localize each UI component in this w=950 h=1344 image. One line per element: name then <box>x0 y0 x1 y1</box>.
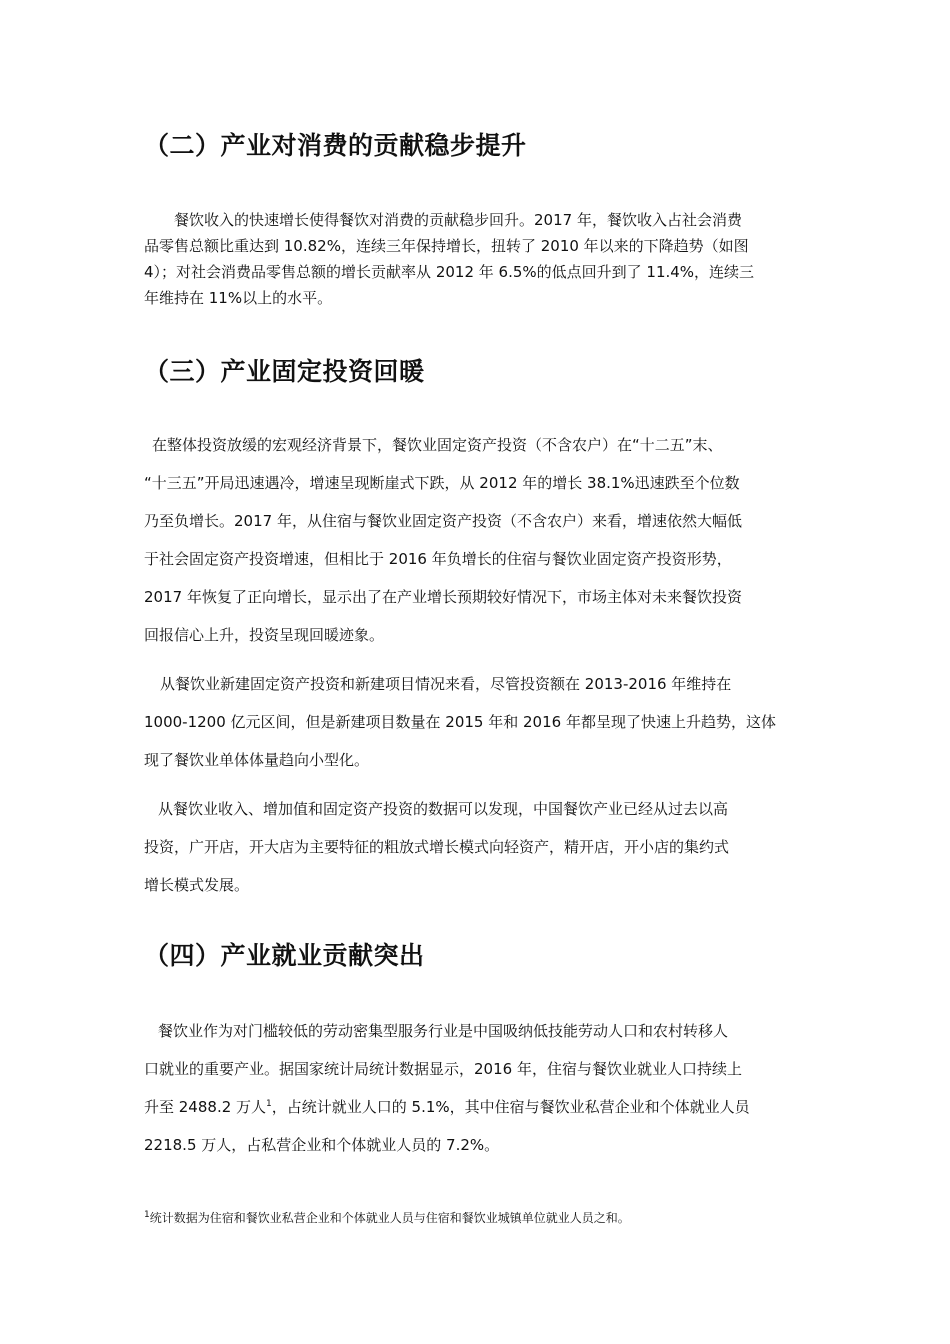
section-heading-employment: （四）产业就业贡献突出 <box>144 941 425 970</box>
text-line: 1000-1200 亿元区间，但是新建项目数量在 2015 年和 2016 年都呈现了快速上升趋势，这体 <box>144 713 776 731</box>
text-line: 口就业的重要产业。据国家统计局统计数据显示，2016 年，住宿与餐饮业就业人口持续上 <box>144 1060 742 1078</box>
text-line: 现了餐饮业单体体量趋向小型化。 <box>144 751 370 769</box>
footnote-text: 统计数据为住宿和餐饮业私营企业和个体就业人员与住宿和餐饮业城镇单位就业人员之和。 <box>149 1211 630 1225</box>
section-heading-investment: （三）产业固定投资回暖 <box>144 357 425 386</box>
text-line: 投资，广开店，开大店为主要特征的粗放式增长模式向轻资产，精开店，开小店的集约式 <box>144 838 730 856</box>
text-line: 回报信心上升，投资呈现回暖迹象。 <box>144 626 385 644</box>
text-line: 餐饮收入的快速增长使得餐饮对消费的贡献稳步回升。2017 年，餐饮收入占社会消费 <box>174 211 742 229</box>
text-line: “十三五”开局迅速遇冷，增速呈现断崖式下跌，从 2012 年的增长 38.1%迅速跌至个位数 <box>144 474 740 492</box>
paragraph-consumption <box>144 207 814 311</box>
text-line <box>144 1088 814 1126</box>
text-line: 4）；对社会消费品零售总额的增长贡献率从 2012 年 6.5%的低点回升到了 11.4%，连续三 <box>144 263 755 281</box>
text-line: 品零售总额比重达到 10.82%，连续三年保持增长，扭转了 2010 年以来的下降趋势（如图 <box>144 237 749 255</box>
text-line: 2017 年恢复了正向增长，显示出了在产业增长预期较好情况下，市场主体对未来餐饮投资 <box>144 588 742 606</box>
text-fragment: 升至 2488.2 万人 <box>144 1098 267 1116</box>
text-line: 增长模式发展。 <box>144 876 250 894</box>
text-line: 在整体投资放缓的宏观经济背景下，餐饮业固定资产投资（不含农户）在“十二五”末、 <box>152 436 723 454</box>
footnote <box>144 1209 630 1226</box>
footnote-reference[interactable]: 1 <box>266 1099 272 1109</box>
paragraph-investment-3 <box>144 790 814 904</box>
section-heading-consumption: （二）产业对消费的贡献稳步提升 <box>144 131 527 160</box>
footnote-marker: 1 <box>144 1210 150 1220</box>
text-line: 从餐饮业新建固定资产投资和新建项目情况来看，尽管投资额在 2013-2016 年维持在 <box>160 675 732 693</box>
text-line: 从餐饮业收入、增加值和固定资产投资的数据可以发现，中国餐饮产业已经从过去以高 <box>158 800 729 818</box>
paragraph-investment-1 <box>144 426 814 654</box>
text-line: 乃至负增长。2017 年，从住宿与餐饮业固定资产投资（不含农户）来看，增速依然大幅低 <box>144 512 742 530</box>
paragraph-employment <box>144 1012 814 1164</box>
text-line: 2218.5 万人，占私营企业和个体就业人员的 7.2%。 <box>144 1136 500 1154</box>
text-fragment: ，占统计就业人口的 5.1%，其中住宿与餐饮业私营企业和个体就业人员 <box>271 1098 750 1116</box>
text-line: 于社会固定资产投资增速，但相比于 2016 年负增长的住宿与餐饮业固定资产投资形势， <box>144 550 732 568</box>
text-line: 年维持在 11%以上的水平。 <box>144 289 333 307</box>
text-line: 餐饮业作为对门槛较低的劳动密集型服务行业是中国吸纳低技能劳动人口和农村转移人 <box>158 1022 729 1040</box>
paragraph-investment-2 <box>144 665 814 779</box>
